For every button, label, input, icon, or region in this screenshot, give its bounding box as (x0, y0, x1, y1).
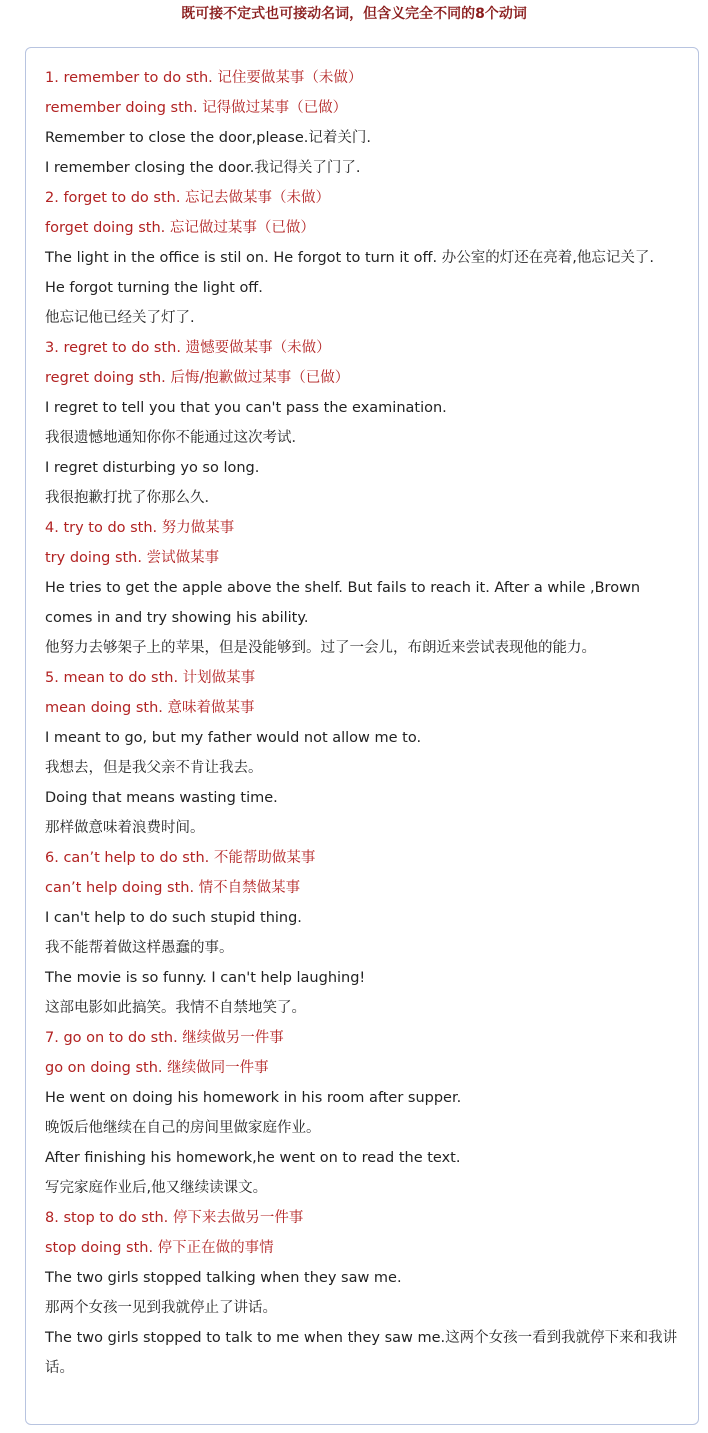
page-title: 既可接不定式也可接动名词，但含义完全不同的8个动词 (181, 6, 527, 22)
section-heading-line: 1. remember to do sth. 记住要做某事（未做） (45, 70, 363, 86)
section-heading-line: go on doing sth. 继续做同一件事 (45, 1060, 269, 1076)
example-line: The movie is so funny. I can't help laughing! (45, 970, 366, 986)
section-heading-line: 5. mean to do sth. 计划做某事 (45, 670, 256, 686)
section-heading-line: remember doing sth. 记得做过某事（已做） (45, 100, 348, 116)
section-heading-line: forget doing sth. 忘记做过某事（已做） (45, 220, 315, 236)
example-line: 他努力去够架子上的苹果，但是没能够到。过了一会儿，布朗近来尝试表现他的能力。 (45, 640, 596, 656)
example-line: Doing that means wasting time. (45, 790, 278, 806)
example-line: 我想去，但是我父亲不肯让我去。 (45, 760, 263, 776)
example-line: 我不能帮着做这样愚蠢的事。 (45, 940, 234, 956)
example-line: He tries to get the apple above the shelf. But fails to reach it. After a while ,Brown comes in and try showing his ability. (45, 580, 641, 626)
content-lines (45, 63, 685, 1383)
example-line: Remember to close the door,please.记着关门. (45, 130, 371, 146)
example-line: 那样做意味着浪费时间。 (45, 820, 205, 836)
section-heading-line: stop doing sth. 停下正在做的事情 (45, 1240, 274, 1256)
example-line: He forgot turning the light off. (45, 280, 263, 296)
section-heading-line: 7. go on to do sth. 继续做另一件事 (45, 1030, 284, 1046)
example-line: The two girls stopped to talk to me when they saw me.这两个女孩一看到我就停下来和我讲话。 (45, 1330, 678, 1376)
section-heading-line: regret doing sth. 后悔/抱歉做过某事（已做） (45, 370, 350, 386)
example-line: After finishing his homework,he went on to read the text. (45, 1150, 461, 1166)
section-heading-line: 3. regret to do sth. 遗憾要做某事（未做） (45, 340, 331, 356)
example-line: 这部电影如此搞笑。我情不自禁地笑了。 (45, 1000, 306, 1016)
section-heading-line: 2. forget to do sth. 忘记去做某事（未做） (45, 190, 331, 206)
section-heading-line: 4. try to do sth. 努力做某事 (45, 520, 235, 536)
section-heading-line: can’t help doing sth. 情不自禁做某事 (45, 880, 301, 896)
example-line: The two girls stopped talking when they saw me. (45, 1270, 402, 1286)
example-line: The light in the office is stil on. He forgot to turn it off. 办公室的灯还在亮着,他忘记关了. (45, 250, 654, 266)
section-heading-line: try doing sth. 尝试做某事 (45, 550, 220, 566)
content-box (25, 47, 699, 1425)
example-line: 写完家庭作业后,他又继续读课文。 (45, 1180, 268, 1196)
example-line: 我很遗憾地通知你你不能通过这次考试． (45, 430, 306, 446)
example-line: I meant to go, but my father would not allow me to. (45, 730, 422, 746)
example-line: 晚饭后他继续在自己的房间里做家庭作业。 (45, 1120, 321, 1136)
example-line: 我很抱歉打扰了你那么久． (45, 490, 219, 506)
example-line: 他忘记他已经关了灯了. (45, 310, 195, 326)
example-line: He went on doing his homework in his room after supper. (45, 1090, 462, 1106)
section-heading-line: mean doing sth. 意味着做某事 (45, 700, 255, 716)
example-line: 那两个女孩一见到我就停止了讲话。 (45, 1300, 277, 1316)
example-line: I remember closing the door.我记得关了门了. (45, 160, 361, 176)
example-line: I can't help to do such stupid thing. (45, 910, 302, 926)
example-line: I regret to tell you that you can't pass the examination. (45, 400, 447, 416)
section-heading-line: 6. can’t help to do sth. 不能帮助做某事 (45, 850, 316, 866)
section-heading-line: 8. stop to do sth. 停下来去做另一件事 (45, 1210, 304, 1226)
example-line: I regret disturbing yo so long. (45, 460, 260, 476)
